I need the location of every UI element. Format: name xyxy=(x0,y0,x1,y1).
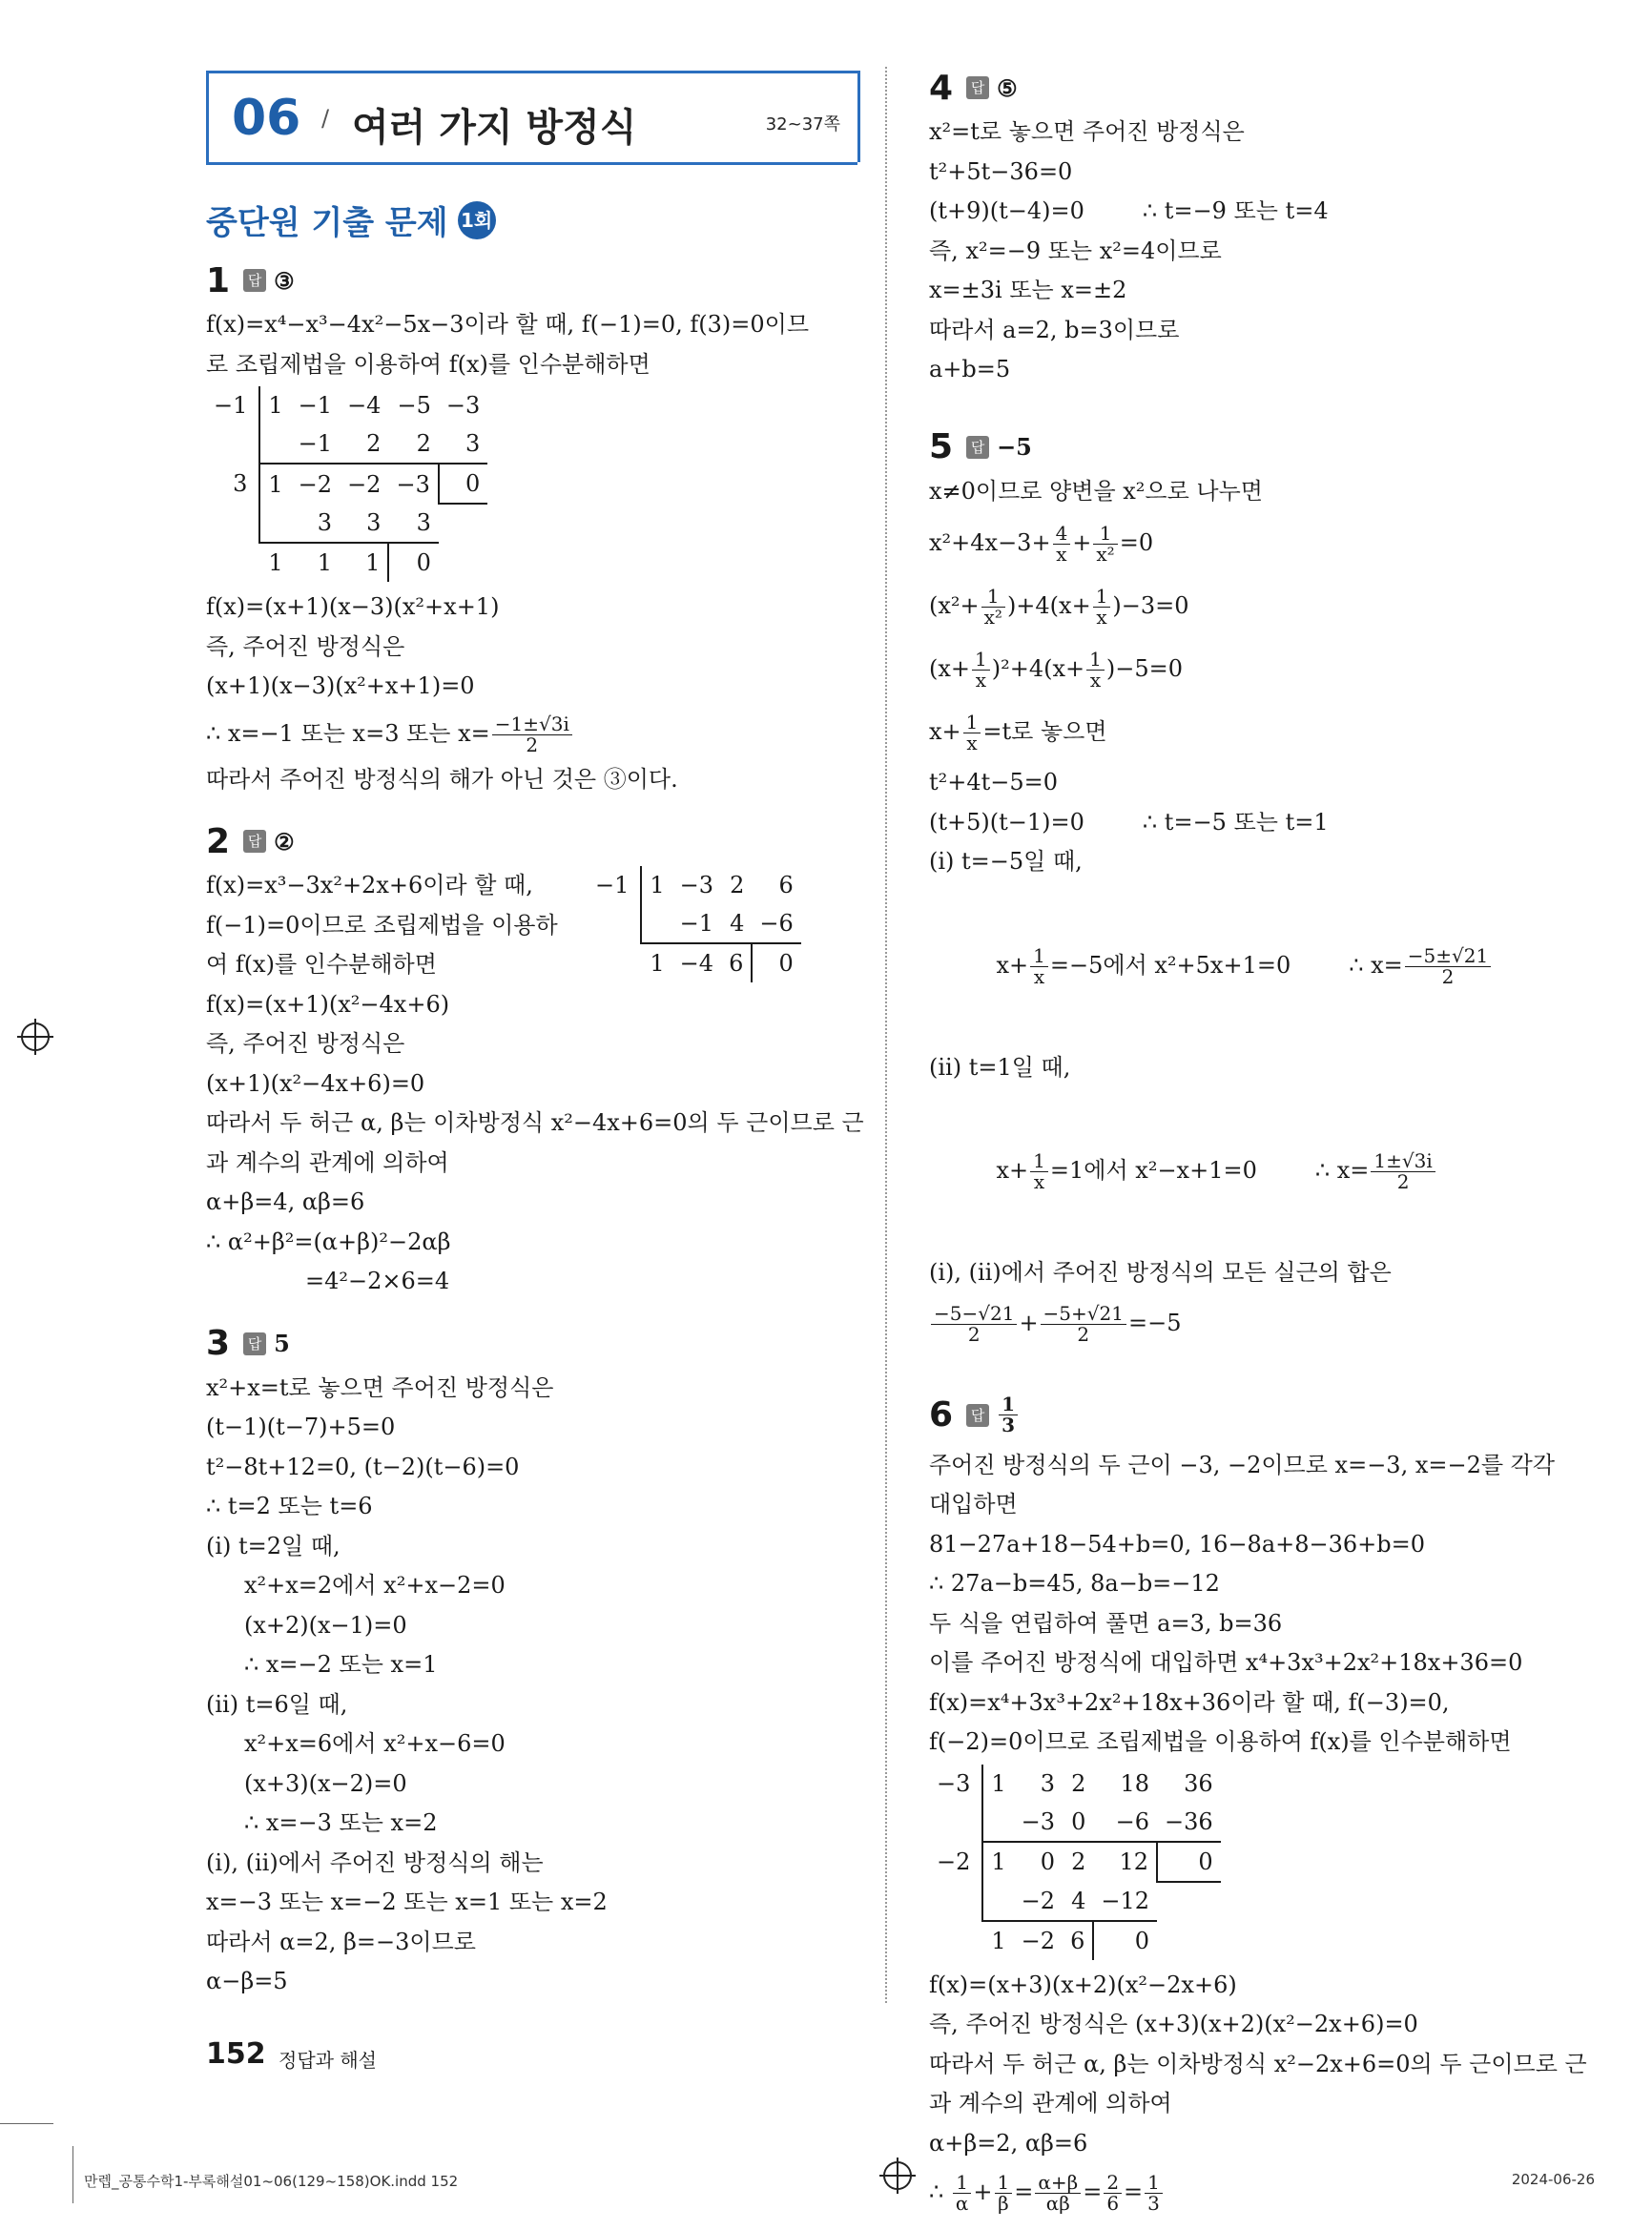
equation-part: )²+4(x+ xyxy=(991,655,1085,682)
fraction-numerator: 1 xyxy=(995,2173,1013,2194)
table-cell xyxy=(206,424,259,464)
fraction-denominator: 6 xyxy=(1106,2192,1120,2215)
fraction xyxy=(1030,1151,1048,1192)
fraction-numerator: α+β xyxy=(1035,2173,1081,2194)
table-cell: 0 xyxy=(388,543,438,582)
synthetic-division-table xyxy=(929,1765,1221,1960)
text-line: 과 계수의 관계에 의하여 xyxy=(929,2090,1172,2116)
fraction-denominator: 2 xyxy=(967,1322,981,1346)
fraction-denominator: x xyxy=(975,669,987,692)
table-cell: 2 xyxy=(1071,1769,1086,1797)
fraction-numerator: 1 xyxy=(1145,2173,1163,2194)
table-cell xyxy=(588,943,641,982)
fraction xyxy=(1030,943,1048,988)
table-cell: 4 xyxy=(730,910,745,937)
solution-line xyxy=(206,707,855,760)
equation-line xyxy=(929,1087,1578,1253)
fraction-numerator: 1 xyxy=(963,712,981,733)
fraction-denominator: 3 xyxy=(1147,2192,1160,2215)
solution-prefix: ∴ x=−1 또는 x=3 또는 x= xyxy=(206,719,490,747)
table-cell: 0 xyxy=(439,464,487,504)
table-cell: 3 xyxy=(366,509,382,536)
question-1-header xyxy=(206,256,855,305)
equation-line xyxy=(929,1293,1578,1352)
table-cell: −2 xyxy=(1021,1887,1056,1914)
table-cell xyxy=(1157,1882,1221,1921)
text-line: (ⅱ) t=6일 때, xyxy=(206,1690,348,1718)
equation-part: (x²+ xyxy=(929,592,980,619)
text-line: 대입하면 xyxy=(929,1491,1018,1518)
table-row xyxy=(206,464,487,504)
table-cell: −6 xyxy=(759,910,794,937)
table-cell: −1 xyxy=(679,910,714,937)
text-line: 여 f(x)를 인수분해하면 xyxy=(206,951,437,978)
section-badge: 1회 xyxy=(458,201,496,239)
equation-part: =−5 xyxy=(1127,1309,1182,1336)
text-line: 주어진 방정식의 두 근이 −3, −2이므로 x=−3, x=−2를 각각 xyxy=(929,1451,1556,1478)
table-row xyxy=(206,424,487,464)
table-row xyxy=(588,904,801,943)
answer-value: 5 xyxy=(274,1330,290,1357)
question-number: 2 xyxy=(206,821,231,861)
table-cell xyxy=(259,504,290,543)
table-cell: −1 xyxy=(214,392,248,419)
answer-fraction xyxy=(999,1394,1018,1435)
chapter-header xyxy=(206,71,857,165)
fraction xyxy=(1086,650,1105,691)
fraction xyxy=(981,587,1005,628)
table-cell: −3 xyxy=(679,872,714,898)
fraction-denominator: β xyxy=(998,2192,1009,2215)
table-row xyxy=(929,1842,1221,1882)
fraction-numerator: 1 xyxy=(1030,1151,1048,1172)
text-line: (ⅱ) t=1일 때, xyxy=(929,1053,1071,1081)
right-column xyxy=(929,59,1587,2220)
fraction-numerator: −5−√21 xyxy=(931,1304,1017,1325)
table-cell xyxy=(588,904,641,943)
fraction-denominator: x xyxy=(1033,964,1045,988)
fraction xyxy=(931,1301,1017,1346)
question-3-header xyxy=(206,1319,855,1369)
text-line: 따라서 주어진 방정식의 해가 아닌 것은 ③이다. xyxy=(206,765,678,793)
table-cell: −36 xyxy=(1165,1807,1213,1835)
text-line: f(x)=x⁴+3x³+2x²+18x+36이라 할 때, f(−3)=0, xyxy=(929,1688,1450,1716)
table-cell: −1 xyxy=(298,430,333,457)
table-cell: 1 xyxy=(641,866,671,904)
text-line: a+b=5 xyxy=(929,356,1011,382)
table-cell: 6 xyxy=(1063,1921,1093,1960)
equation-part: )+4(x+ xyxy=(1006,592,1091,619)
fraction-denominator: 3 xyxy=(1002,1414,1015,1436)
table-cell: −4 xyxy=(347,392,382,419)
fraction-denominator: 2 xyxy=(1441,964,1455,988)
text-line: 로 조립제법을 이용하여 f(x)를 인수분해하면 xyxy=(206,350,650,378)
question-6-header xyxy=(929,1385,1578,1446)
question-number: 3 xyxy=(206,1324,231,1363)
answer-badge: 답 xyxy=(966,1404,989,1427)
table-cell: 1 xyxy=(982,1842,1013,1882)
equation-part: ∴ xyxy=(929,2178,951,2205)
text-line: (t+5)(t−1)=0 ∴ t=−5 또는 t=1 xyxy=(929,808,1329,836)
fraction-denominator: x xyxy=(966,732,978,754)
table-cell: 3 xyxy=(233,470,248,497)
equals-sign: = xyxy=(1014,2178,1034,2205)
fraction xyxy=(963,712,981,754)
text-line: ∴ 27a−b=45, 8a−b=−12 xyxy=(929,1570,1220,1597)
fraction-numerator: 4 xyxy=(1053,524,1071,545)
text-line: (ⅰ) t=2일 때, xyxy=(206,1532,341,1559)
chapter-pages: 32~37쪽 xyxy=(765,114,840,134)
table-cell xyxy=(929,1803,982,1842)
answer-value: ② xyxy=(274,827,295,856)
equation-part: =0 xyxy=(1119,529,1154,556)
fraction xyxy=(1104,2173,1122,2214)
equation-part: )−3=0 xyxy=(1112,592,1189,619)
text-line: f(−1)=0이므로 조립제법을 이용하 xyxy=(206,911,558,939)
fraction-denominator: 2 xyxy=(526,733,539,756)
text-line: f(x)=x⁴−x³−4x²−5x−3이라 할 때, f(−1)=0, f(3)=0이므 xyxy=(206,311,810,338)
fraction-numerator: 2 xyxy=(1104,2173,1122,2194)
table-cell: 18 xyxy=(1120,1769,1149,1797)
table-cell: 1 xyxy=(259,543,290,582)
answer-badge: 답 xyxy=(243,269,266,292)
section-title-text: 중단원 기출 문제 xyxy=(206,204,448,242)
table-cell: 0 xyxy=(1014,1842,1063,1882)
column-divider xyxy=(885,67,887,2003)
table-row xyxy=(588,943,801,982)
left-column xyxy=(206,252,864,2002)
fraction xyxy=(1041,1301,1126,1346)
equation-part: x+ xyxy=(996,1157,1029,1184)
text-line: x=±3i 또는 x=±2 xyxy=(929,277,1127,303)
table-cell: 1 xyxy=(259,386,290,424)
table-cell xyxy=(929,1921,982,1960)
text-line: f(x)=(x+3)(x+2)(x²−2x+6) xyxy=(929,1971,1237,1998)
question-number: 5 xyxy=(929,427,954,466)
answer-badge: 답 xyxy=(243,830,266,853)
equation-line xyxy=(929,637,1578,700)
synthetic-division-table xyxy=(588,866,801,982)
table-cell xyxy=(439,543,487,582)
equation-part: x+ xyxy=(996,951,1029,979)
fraction-numerator: 1 xyxy=(1030,946,1048,967)
crop-mark xyxy=(0,2123,53,2124)
table-cell: 1 xyxy=(291,543,340,582)
fraction xyxy=(972,650,990,691)
table-cell: 1 xyxy=(982,1921,1013,1960)
table-row xyxy=(929,1765,1221,1803)
table-cell xyxy=(206,504,259,543)
equation-line xyxy=(929,882,1578,1048)
table-row xyxy=(206,543,487,582)
equation-part: + xyxy=(1072,529,1092,556)
section-title xyxy=(206,196,496,243)
answer-value: ⑤ xyxy=(997,73,1018,102)
table-row xyxy=(206,504,487,543)
registration-mark-icon xyxy=(883,2161,912,2190)
text-line: (x+3)(x−2)=0 xyxy=(244,1769,407,1797)
fraction xyxy=(492,714,572,755)
table-cell: −6 xyxy=(1115,1807,1149,1835)
table-cell: 3 xyxy=(1040,1769,1056,1797)
table-cell xyxy=(929,1882,982,1921)
text-line: 즉, 주어진 방정식은 (x+3)(x+2)(x²−2x+6)=0 xyxy=(929,2011,1418,2037)
table-cell xyxy=(1157,1921,1221,1960)
text-line: 즉, x²=−9 또는 x²=4이므로 xyxy=(929,237,1222,264)
text-line: f(x)=(x+1)(x²−4x+6) xyxy=(206,990,450,1018)
fraction xyxy=(1035,2173,1081,2214)
text-line: 따라서 두 허근 α, β는 이차방정식 x²−2x+6=0의 두 근이므로 근 xyxy=(929,2050,1587,2077)
table-cell: 6 xyxy=(721,943,752,982)
print-file-info: 만렙_공통수학1-부록해설01~06(129~158)OK.indd 152 xyxy=(84,2173,459,2190)
table-cell: 0 xyxy=(752,943,800,982)
question-number: 6 xyxy=(929,1395,954,1435)
table-cell: 2 xyxy=(1063,1842,1093,1882)
text-line: α+β=4, αβ=6 xyxy=(206,1188,365,1215)
page-footer-label: 정답과 해설 xyxy=(279,2049,377,2072)
table-cell: 1 xyxy=(982,1765,1013,1803)
text-line: 따라서 두 허근 α, β는 이차방정식 x²−4x+6=0의 두 근이므로 근 xyxy=(206,1109,864,1136)
answer-badge: 답 xyxy=(966,76,989,99)
equation-part: x+ xyxy=(929,718,961,745)
print-date: 2024-06-26 xyxy=(1511,2171,1595,2188)
table-cell: −1 xyxy=(298,392,333,419)
fraction xyxy=(1145,2173,1163,2214)
text-line: x=−3 또는 x=−2 또는 x=1 또는 x=2 xyxy=(206,1889,608,1915)
synthetic-division-table xyxy=(206,386,487,582)
table-cell: 0 xyxy=(1157,1842,1221,1882)
text-line: f(x)=x³−3x²+2x+6이라 할 때, xyxy=(206,872,533,898)
table-row xyxy=(929,1882,1221,1921)
fraction-denominator: 2 xyxy=(1396,1170,1410,1193)
equation-part: )−5=0 xyxy=(1105,655,1183,682)
fraction-numerator: 1 xyxy=(953,2173,972,2194)
fraction xyxy=(995,2173,1013,2214)
table-cell: −5 xyxy=(397,392,431,419)
equals-sign: = xyxy=(1083,2178,1103,2205)
fraction xyxy=(1371,1151,1435,1192)
equation-part: =1에서 x²−x+1=0 ∴ x= xyxy=(1049,1157,1370,1184)
table-cell: 2 xyxy=(416,430,431,457)
fraction-denominator: x xyxy=(1033,1170,1045,1193)
table-cell: −4 xyxy=(672,943,721,982)
text-line: (ⅰ) t=−5일 때, xyxy=(929,848,1083,875)
text-line: (ⅰ), (ⅱ)에서 주어진 방정식의 해는 xyxy=(206,1848,544,1876)
text-line: 81−27a+18−54+b=0, 16−8a+8−36+b=0 xyxy=(929,1530,1426,1558)
text-line: ∴ x=−3 또는 x=2 xyxy=(244,1809,438,1836)
fraction-denominator: αβ xyxy=(1045,2192,1070,2215)
table-cell xyxy=(982,1803,1013,1842)
fraction xyxy=(1405,943,1491,988)
table-cell: 0 xyxy=(1093,1921,1157,1960)
text-line: 이를 주어진 방정식에 대입하면 x⁴+3x³+2x²+18x+36=0 xyxy=(929,1649,1523,1676)
equation-line xyxy=(929,511,1578,574)
fraction-numerator: 1 xyxy=(1093,524,1117,545)
answer-value: ③ xyxy=(274,266,295,295)
table-cell: −2 xyxy=(1014,1921,1063,1960)
fraction xyxy=(1053,524,1071,565)
text-line: x²=t로 놓으면 주어진 방정식은 xyxy=(929,118,1245,145)
table-cell: −3 xyxy=(445,392,481,419)
table-cell: 4 xyxy=(1071,1887,1086,1914)
fraction-numerator: 1 xyxy=(999,1394,1018,1415)
text-line: x²+x=t로 놓으면 주어진 방정식은 xyxy=(206,1373,554,1401)
fraction-numerator: −5+√21 xyxy=(1041,1304,1126,1325)
table-cell: 2 xyxy=(730,872,745,898)
table-cell xyxy=(259,424,290,464)
equation-part: =t로 놓으면 xyxy=(982,718,1107,745)
table-cell: −3 xyxy=(1021,1807,1056,1835)
table-cell xyxy=(982,1882,1013,1921)
text-line: f(−2)=0이므로 조립제법을 이용하여 f(x)를 인수분해하면 xyxy=(929,1728,1512,1755)
table-row xyxy=(206,386,487,424)
table-cell: 2 xyxy=(366,430,382,457)
text-line: t²+5t−36=0 xyxy=(929,157,1073,185)
table-cell xyxy=(641,904,671,943)
text-line: 즉, 주어진 방정식은 xyxy=(206,632,405,660)
table-cell: 1 xyxy=(259,464,290,504)
fraction-numerator: −1±√3i xyxy=(492,714,572,735)
text-line: (t+9)(t−4)=0 ∴ t=−9 또는 t=4 xyxy=(929,197,1329,224)
text-line: t²+4t−5=0 xyxy=(929,769,1059,795)
fraction-denominator: x² xyxy=(1096,543,1115,566)
equation-part: =−5에서 x²+5x+1=0 ∴ x= xyxy=(1049,951,1403,979)
text-line: x²+x=6에서 x²+x−6=0 xyxy=(244,1730,506,1757)
text-line: α+β=2, αβ=6 xyxy=(929,2129,1088,2157)
text-line: (t−1)(t−7)+5=0 xyxy=(206,1414,396,1440)
equation-part: + xyxy=(1019,1309,1039,1336)
text-line: (x+2)(x−1)=0 xyxy=(244,1611,407,1639)
text-line: (ⅰ), (ⅱ)에서 주어진 방정식의 모든 실근의 합은 xyxy=(929,1259,1392,1286)
equation-part: x²+4x−3+ xyxy=(929,529,1051,556)
answer-value: −5 xyxy=(997,433,1032,461)
fraction-numerator: 1 xyxy=(1086,650,1105,671)
plus-sign: + xyxy=(973,2178,993,2205)
fraction-denominator: x xyxy=(1056,543,1067,566)
chapter-slash: / xyxy=(321,105,330,132)
table-row xyxy=(588,866,801,904)
fraction-denominator: 2 xyxy=(1077,1322,1090,1346)
text-line: 과 계수의 관계에 의하여 xyxy=(206,1148,449,1176)
table-cell: −3 xyxy=(937,1769,971,1797)
crop-mark xyxy=(72,2146,73,2203)
text-line: t²−8t+12=0, (t−2)(t−6)=0 xyxy=(206,1453,520,1480)
fraction xyxy=(1093,524,1117,565)
equals-sign: = xyxy=(1124,2178,1144,2205)
answer-badge: 답 xyxy=(243,1332,266,1355)
text-line: ∴ t=2 또는 t=6 xyxy=(206,1493,373,1519)
table-cell: 3 xyxy=(465,430,481,457)
text-line: x≠0이므로 양변을 x²으로 나누면 xyxy=(929,477,1263,505)
text-line: (x+1)(x²−4x+6)=0 xyxy=(206,1069,425,1097)
table-row xyxy=(929,1921,1221,1960)
table-cell: −3 xyxy=(388,464,438,504)
question-number: 1 xyxy=(206,260,231,300)
chapter-frame-bar xyxy=(857,71,860,162)
text-line: α−β=5 xyxy=(206,1968,288,1994)
text-line: (x+1)(x−3)(x²+x+1)=0 xyxy=(206,672,475,699)
text-line: 따라서 a=2, b=3이므로 xyxy=(929,316,1180,343)
chapter-number: 06 xyxy=(232,90,301,147)
fraction-numerator: 1 xyxy=(981,587,1005,608)
table-cell: −2 xyxy=(340,464,388,504)
table-cell: −12 xyxy=(1101,1887,1149,1914)
registration-mark-icon xyxy=(21,1022,50,1051)
fraction-numerator: 1 xyxy=(1093,587,1111,608)
fraction xyxy=(1093,587,1111,628)
table-cell xyxy=(439,504,487,543)
question-5-header xyxy=(929,423,1578,472)
fraction-numerator: 1±√3i xyxy=(1371,1151,1435,1172)
page-number: 152 xyxy=(206,2037,266,2071)
table-cell: 12 xyxy=(1093,1842,1157,1882)
equation-part: (x+ xyxy=(929,655,971,682)
table-cell: 36 xyxy=(1184,1769,1213,1797)
text-line: ∴ α²+β²=(α+β)²−2αβ xyxy=(206,1228,451,1255)
fraction-denominator: x xyxy=(1096,606,1107,629)
fraction-numerator: 1 xyxy=(972,650,990,671)
table-cell: −2 xyxy=(291,464,340,504)
text-line: f(x)=(x+1)(x−3)(x²+x+1) xyxy=(206,593,500,620)
fraction xyxy=(953,2173,972,2214)
text-line: 즉, 주어진 방정식은 xyxy=(206,1030,405,1057)
text-line: x²+x=2에서 x²+x−2=0 xyxy=(244,1572,506,1599)
chapter-title: 여러 가지 방정식 xyxy=(352,106,637,150)
table-cell: −1 xyxy=(595,872,630,898)
table-cell: 0 xyxy=(1071,1807,1086,1835)
text-line: 따라서 α=2, β=−3이므로 xyxy=(206,1928,476,1955)
question-2-header xyxy=(206,816,855,866)
table-row xyxy=(929,1803,1221,1842)
equation-line xyxy=(929,700,1578,763)
table-cell: 1 xyxy=(641,943,671,982)
fraction-denominator: x² xyxy=(983,606,1002,629)
text-line: ∴ x=−2 또는 x=1 xyxy=(244,1651,438,1678)
question-2-intro xyxy=(206,866,855,985)
table-cell xyxy=(206,543,259,582)
table-cell: 6 xyxy=(778,872,794,898)
fraction-denominator: α xyxy=(955,2192,969,2215)
table-cell: 3 xyxy=(317,509,333,536)
question-4-header xyxy=(929,63,1578,113)
equation-line xyxy=(929,574,1578,637)
table-cell: 3 xyxy=(416,509,431,536)
question-number: 4 xyxy=(929,68,954,108)
answer-badge: 답 xyxy=(966,436,989,459)
table-cell: −2 xyxy=(937,1848,971,1875)
text-line: 두 식을 연립하여 풀면 a=3, b=36 xyxy=(929,1609,1283,1637)
fraction-denominator: x xyxy=(1089,669,1102,692)
table-cell: 1 xyxy=(340,543,388,582)
equation-line xyxy=(929,2163,1578,2220)
text-line: =4²−2×6=4 xyxy=(305,1268,450,1294)
fraction-numerator: −5±√21 xyxy=(1405,946,1491,967)
